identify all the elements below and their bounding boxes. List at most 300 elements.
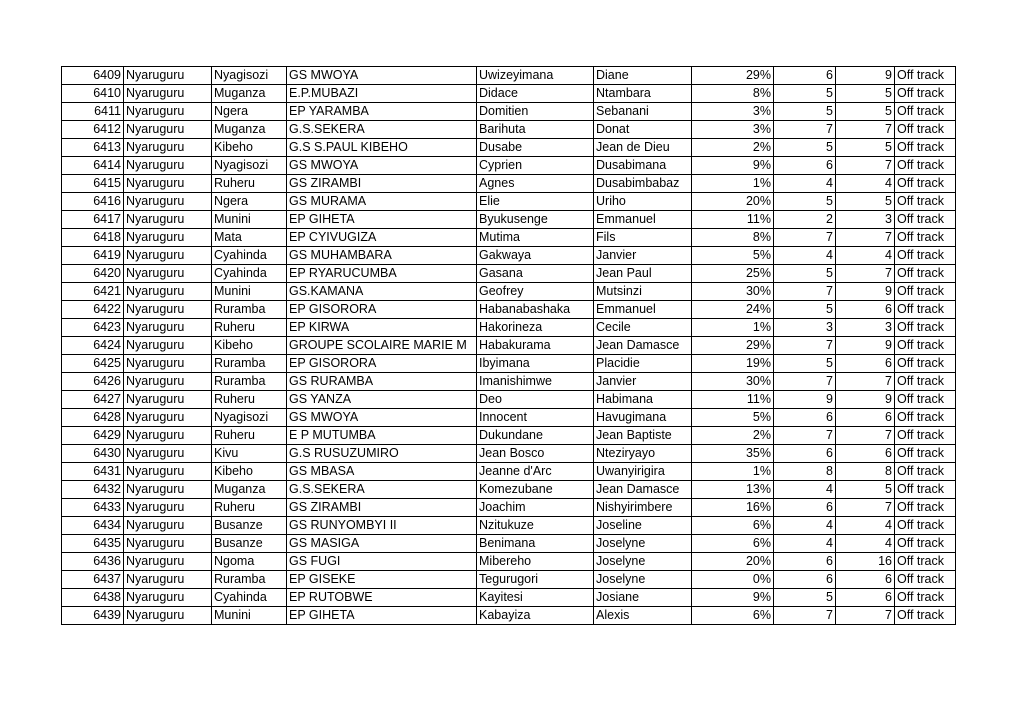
table-row (62, 319, 956, 337)
school-cell: EP GISORORA (287, 355, 477, 373)
count-a-cell: 3 (774, 319, 836, 337)
count-b-cell: 9 (836, 67, 895, 85)
sector-cell: Kibeho (212, 463, 287, 481)
percent-cell: 35% (692, 445, 774, 463)
status-cell: Off track (895, 283, 956, 301)
row-id-cell: 6414 (62, 157, 124, 175)
table-row (62, 157, 956, 175)
surname-cell: Domitien (477, 103, 594, 121)
count-a-cell: 7 (774, 337, 836, 355)
status-cell: Off track (895, 67, 956, 85)
surname-cell: Joachim (477, 499, 594, 517)
first-name-cell: Joseline (594, 517, 692, 535)
surname-cell: Jean Bosco (477, 445, 594, 463)
table-row (62, 481, 956, 499)
school-cell: EP RUTOBWE (287, 589, 477, 607)
count-a-cell: 5 (774, 265, 836, 283)
surname-cell: Kayitesi (477, 589, 594, 607)
surname-cell: Ibyimana (477, 355, 594, 373)
first-name-cell: Habimana (594, 391, 692, 409)
count-b-cell: 5 (836, 139, 895, 157)
count-a-cell: 4 (774, 247, 836, 265)
percent-cell: 20% (692, 553, 774, 571)
count-a-cell: 4 (774, 481, 836, 499)
row-id-cell: 6411 (62, 103, 124, 121)
surname-cell: Innocent (477, 409, 594, 427)
sector-cell: Kibeho (212, 139, 287, 157)
table-body (62, 67, 956, 625)
district-cell: Nyaruguru (124, 373, 212, 391)
row-id-cell: 6425 (62, 355, 124, 373)
count-b-cell: 5 (836, 481, 895, 499)
count-b-cell: 6 (836, 355, 895, 373)
status-cell: Off track (895, 607, 956, 625)
row-id-cell: 6422 (62, 301, 124, 319)
surname-cell: Didace (477, 85, 594, 103)
count-b-cell: 4 (836, 175, 895, 193)
count-b-cell: 7 (836, 499, 895, 517)
count-b-cell: 6 (836, 589, 895, 607)
sector-cell: Ruheru (212, 391, 287, 409)
surname-cell: Komezubane (477, 481, 594, 499)
percent-cell: 3% (692, 121, 774, 139)
status-cell: Off track (895, 157, 956, 175)
row-id-cell: 6438 (62, 589, 124, 607)
status-cell: Off track (895, 139, 956, 157)
status-cell: Off track (895, 247, 956, 265)
sector-cell: Ngera (212, 193, 287, 211)
table-row (62, 463, 956, 481)
status-cell: Off track (895, 265, 956, 283)
school-cell: GS RURAMBA (287, 373, 477, 391)
sector-cell: Ruheru (212, 175, 287, 193)
count-a-cell: 6 (774, 499, 836, 517)
count-b-cell: 7 (836, 229, 895, 247)
district-cell: Nyaruguru (124, 265, 212, 283)
first-name-cell: Joselyne (594, 571, 692, 589)
row-id-cell: 6415 (62, 175, 124, 193)
first-name-cell: Havugimana (594, 409, 692, 427)
row-id-cell: 6412 (62, 121, 124, 139)
count-b-cell: 3 (836, 211, 895, 229)
first-name-cell: Josiane (594, 589, 692, 607)
table-row (62, 589, 956, 607)
school-cell: GS MURAMA (287, 193, 477, 211)
count-b-cell: 6 (836, 301, 895, 319)
percent-cell: 3% (692, 103, 774, 121)
school-cell: E P MUTUMBA (287, 427, 477, 445)
percent-cell: 13% (692, 481, 774, 499)
count-a-cell: 7 (774, 121, 836, 139)
count-b-cell: 9 (836, 391, 895, 409)
data-table (61, 66, 956, 625)
table-row (62, 553, 956, 571)
count-b-cell: 6 (836, 445, 895, 463)
sector-cell: Cyahinda (212, 589, 287, 607)
row-id-cell: 6423 (62, 319, 124, 337)
sector-cell: Mata (212, 229, 287, 247)
school-cell: GS MWOYA (287, 157, 477, 175)
percent-cell: 8% (692, 85, 774, 103)
percent-cell: 6% (692, 607, 774, 625)
row-id-cell: 6418 (62, 229, 124, 247)
percent-cell: 2% (692, 139, 774, 157)
percent-cell: 16% (692, 499, 774, 517)
first-name-cell: Placidie (594, 355, 692, 373)
surname-cell: Cyprien (477, 157, 594, 175)
count-b-cell: 7 (836, 607, 895, 625)
table-row (62, 607, 956, 625)
percent-cell: 5% (692, 409, 774, 427)
percent-cell: 29% (692, 337, 774, 355)
surname-cell: Elie (477, 193, 594, 211)
row-id-cell: 6436 (62, 553, 124, 571)
percent-cell: 1% (692, 319, 774, 337)
row-id-cell: 6424 (62, 337, 124, 355)
status-cell: Off track (895, 553, 956, 571)
school-cell: GS RUNYOMBYI II (287, 517, 477, 535)
table-row (62, 409, 956, 427)
sector-cell: Ruramba (212, 355, 287, 373)
first-name-cell: Dusabimana (594, 157, 692, 175)
school-cell: G.S S.PAUL KIBEHO (287, 139, 477, 157)
surname-cell: Uwizeyimana (477, 67, 594, 85)
sector-cell: Nyagisozi (212, 67, 287, 85)
table-row (62, 337, 956, 355)
sector-cell: Ruramba (212, 571, 287, 589)
table-row (62, 211, 956, 229)
row-id-cell: 6437 (62, 571, 124, 589)
sector-cell: Ruramba (212, 301, 287, 319)
first-name-cell: Emmanuel (594, 301, 692, 319)
sector-cell: Nyagisozi (212, 157, 287, 175)
status-cell: Off track (895, 121, 956, 139)
first-name-cell: Cecile (594, 319, 692, 337)
percent-cell: 25% (692, 265, 774, 283)
table-row (62, 499, 956, 517)
surname-cell: Imanishimwe (477, 373, 594, 391)
count-a-cell: 7 (774, 427, 836, 445)
surname-cell: Dukundane (477, 427, 594, 445)
status-cell: Off track (895, 499, 956, 517)
row-id-cell: 6421 (62, 283, 124, 301)
row-id-cell: 6417 (62, 211, 124, 229)
percent-cell: 0% (692, 571, 774, 589)
table-row (62, 121, 956, 139)
first-name-cell: Dusabimbabaz (594, 175, 692, 193)
percent-cell: 11% (692, 211, 774, 229)
surname-cell: Benimana (477, 535, 594, 553)
district-cell: Nyaruguru (124, 391, 212, 409)
school-cell: G.S.SEKERA (287, 121, 477, 139)
row-id-cell: 6428 (62, 409, 124, 427)
surname-cell: Deo (477, 391, 594, 409)
surname-cell: Gasana (477, 265, 594, 283)
sector-cell: Cyahinda (212, 247, 287, 265)
sector-cell: Munini (212, 607, 287, 625)
first-name-cell: Nishyirimbere (594, 499, 692, 517)
sector-cell: Muganza (212, 121, 287, 139)
row-id-cell: 6410 (62, 85, 124, 103)
district-cell: Nyaruguru (124, 301, 212, 319)
percent-cell: 1% (692, 175, 774, 193)
table-row (62, 535, 956, 553)
percent-cell: 19% (692, 355, 774, 373)
first-name-cell: Janvier (594, 373, 692, 391)
status-cell: Off track (895, 463, 956, 481)
surname-cell: Byukusenge (477, 211, 594, 229)
count-b-cell: 5 (836, 103, 895, 121)
percent-cell: 6% (692, 517, 774, 535)
first-name-cell: Joselyne (594, 535, 692, 553)
status-cell: Off track (895, 481, 956, 499)
count-b-cell: 9 (836, 283, 895, 301)
table-row (62, 193, 956, 211)
sector-cell: Busanze (212, 517, 287, 535)
percent-cell: 9% (692, 589, 774, 607)
status-cell: Off track (895, 445, 956, 463)
status-cell: Off track (895, 535, 956, 553)
status-cell: Off track (895, 319, 956, 337)
first-name-cell: Jean Damasce (594, 337, 692, 355)
count-a-cell: 5 (774, 301, 836, 319)
row-id-cell: 6416 (62, 193, 124, 211)
status-cell: Off track (895, 589, 956, 607)
school-cell: EP RYARUCUMBA (287, 265, 477, 283)
district-cell: Nyaruguru (124, 283, 212, 301)
school-cell: EP GISEKE (287, 571, 477, 589)
count-a-cell: 4 (774, 175, 836, 193)
district-cell: Nyaruguru (124, 571, 212, 589)
count-a-cell: 7 (774, 283, 836, 301)
sector-cell: Ruramba (212, 373, 287, 391)
district-cell: Nyaruguru (124, 337, 212, 355)
table-row (62, 301, 956, 319)
first-name-cell: Emmanuel (594, 211, 692, 229)
school-cell: GS MBASA (287, 463, 477, 481)
surname-cell: Geofrey (477, 283, 594, 301)
sector-cell: Ruheru (212, 427, 287, 445)
district-cell: Nyaruguru (124, 121, 212, 139)
row-id-cell: 6434 (62, 517, 124, 535)
count-a-cell: 7 (774, 373, 836, 391)
status-cell: Off track (895, 103, 956, 121)
count-b-cell: 5 (836, 85, 895, 103)
count-a-cell: 2 (774, 211, 836, 229)
district-cell: Nyaruguru (124, 589, 212, 607)
status-cell: Off track (895, 409, 956, 427)
school-cell: EP YARAMBA (287, 103, 477, 121)
count-b-cell: 7 (836, 121, 895, 139)
surname-cell: Dusabe (477, 139, 594, 157)
school-cell: E.P.MUBAZI (287, 85, 477, 103)
count-a-cell: 4 (774, 535, 836, 553)
district-cell: Nyaruguru (124, 445, 212, 463)
sector-cell: Muganza (212, 481, 287, 499)
table-row (62, 373, 956, 391)
count-a-cell: 5 (774, 193, 836, 211)
district-cell: Nyaruguru (124, 229, 212, 247)
count-b-cell: 7 (836, 157, 895, 175)
row-id-cell: 6409 (62, 67, 124, 85)
count-b-cell: 9 (836, 337, 895, 355)
surname-cell: Jeanne d'Arc (477, 463, 594, 481)
school-cell: GS MASIGA (287, 535, 477, 553)
row-id-cell: 6430 (62, 445, 124, 463)
first-name-cell: Jean Paul (594, 265, 692, 283)
table-row (62, 139, 956, 157)
school-cell: GS FUGI (287, 553, 477, 571)
first-name-cell: Uwanyirigira (594, 463, 692, 481)
first-name-cell: Jean Baptiste (594, 427, 692, 445)
row-id-cell: 6419 (62, 247, 124, 265)
district-cell: Nyaruguru (124, 247, 212, 265)
sector-cell: Munini (212, 211, 287, 229)
district-cell: Nyaruguru (124, 409, 212, 427)
surname-cell: Agnes (477, 175, 594, 193)
table-row (62, 355, 956, 373)
sector-cell: Kivu (212, 445, 287, 463)
district-cell: Nyaruguru (124, 67, 212, 85)
count-b-cell: 6 (836, 571, 895, 589)
percent-cell: 20% (692, 193, 774, 211)
sector-cell: Cyahinda (212, 265, 287, 283)
surname-cell: Nzitukuze (477, 517, 594, 535)
count-b-cell: 8 (836, 463, 895, 481)
school-cell: GROUPE SCOLAIRE MARIE M (287, 337, 477, 355)
count-b-cell: 7 (836, 427, 895, 445)
sector-cell: Kibeho (212, 337, 287, 355)
percent-cell: 8% (692, 229, 774, 247)
table-row (62, 445, 956, 463)
count-b-cell: 3 (836, 319, 895, 337)
surname-cell: Tegurugori (477, 571, 594, 589)
school-cell: EP GIHETA (287, 211, 477, 229)
sector-cell: Munini (212, 283, 287, 301)
count-a-cell: 5 (774, 85, 836, 103)
table-row (62, 247, 956, 265)
district-cell: Nyaruguru (124, 157, 212, 175)
school-cell: GS ZIRAMBI (287, 499, 477, 517)
row-id-cell: 6432 (62, 481, 124, 499)
count-a-cell: 6 (774, 553, 836, 571)
row-id-cell: 6413 (62, 139, 124, 157)
surname-cell: Gakwaya (477, 247, 594, 265)
surname-cell: Habakurama (477, 337, 594, 355)
table-row (62, 265, 956, 283)
count-a-cell: 5 (774, 103, 836, 121)
sector-cell: Ruheru (212, 319, 287, 337)
percent-cell: 11% (692, 391, 774, 409)
first-name-cell: Alexis (594, 607, 692, 625)
school-cell: GS ZIRAMBI (287, 175, 477, 193)
percent-cell: 6% (692, 535, 774, 553)
district-cell: Nyaruguru (124, 553, 212, 571)
table-row (62, 229, 956, 247)
sector-cell: Ngera (212, 103, 287, 121)
surname-cell: Kabayiza (477, 607, 594, 625)
first-name-cell: Nteziryayo (594, 445, 692, 463)
school-cell: EP CYIVUGIZA (287, 229, 477, 247)
sector-cell: Nyagisozi (212, 409, 287, 427)
count-b-cell: 5 (836, 193, 895, 211)
first-name-cell: Joselyne (594, 553, 692, 571)
status-cell: Off track (895, 517, 956, 535)
row-id-cell: 6420 (62, 265, 124, 283)
district-cell: Nyaruguru (124, 463, 212, 481)
percent-cell: 30% (692, 373, 774, 391)
table-row (62, 427, 956, 445)
status-cell: Off track (895, 391, 956, 409)
school-cell: GS MWOYA (287, 409, 477, 427)
count-a-cell: 6 (774, 67, 836, 85)
row-id-cell: 6426 (62, 373, 124, 391)
school-cell: EP GISORORA (287, 301, 477, 319)
sector-cell: Muganza (212, 85, 287, 103)
school-cell: EP GIHETA (287, 607, 477, 625)
count-a-cell: 4 (774, 517, 836, 535)
percent-cell: 24% (692, 301, 774, 319)
surname-cell: Mibereho (477, 553, 594, 571)
row-id-cell: 6431 (62, 463, 124, 481)
count-b-cell: 4 (836, 517, 895, 535)
school-cell: GS YANZA (287, 391, 477, 409)
school-cell: G.S RUSUZUMIRO (287, 445, 477, 463)
status-cell: Off track (895, 301, 956, 319)
first-name-cell: Diane (594, 67, 692, 85)
count-a-cell: 7 (774, 229, 836, 247)
table-row (62, 391, 956, 409)
district-cell: Nyaruguru (124, 139, 212, 157)
sector-cell: Ngoma (212, 553, 287, 571)
percent-cell: 30% (692, 283, 774, 301)
first-name-cell: Jean de Dieu (594, 139, 692, 157)
district-cell: Nyaruguru (124, 499, 212, 517)
row-id-cell: 6435 (62, 535, 124, 553)
status-cell: Off track (895, 175, 956, 193)
table-row (62, 283, 956, 301)
table-row (62, 103, 956, 121)
status-cell: Off track (895, 211, 956, 229)
count-a-cell: 9 (774, 391, 836, 409)
count-a-cell: 5 (774, 589, 836, 607)
count-a-cell: 8 (774, 463, 836, 481)
sector-cell: Ruheru (212, 499, 287, 517)
count-b-cell: 16 (836, 553, 895, 571)
count-a-cell: 6 (774, 445, 836, 463)
table-row (62, 175, 956, 193)
table-row (62, 85, 956, 103)
surname-cell: Mutima (477, 229, 594, 247)
status-cell: Off track (895, 427, 956, 445)
sector-cell: Busanze (212, 535, 287, 553)
status-cell: Off track (895, 337, 956, 355)
row-id-cell: 6429 (62, 427, 124, 445)
row-id-cell: 6427 (62, 391, 124, 409)
percent-cell: 9% (692, 157, 774, 175)
percent-cell: 5% (692, 247, 774, 265)
row-id-cell: 6439 (62, 607, 124, 625)
percent-cell: 2% (692, 427, 774, 445)
percent-cell: 1% (692, 463, 774, 481)
district-cell: Nyaruguru (124, 103, 212, 121)
district-cell: Nyaruguru (124, 319, 212, 337)
count-a-cell: 5 (774, 139, 836, 157)
percent-cell: 29% (692, 67, 774, 85)
table-row (62, 571, 956, 589)
first-name-cell: Sebanani (594, 103, 692, 121)
school-cell: GS.KAMANA (287, 283, 477, 301)
